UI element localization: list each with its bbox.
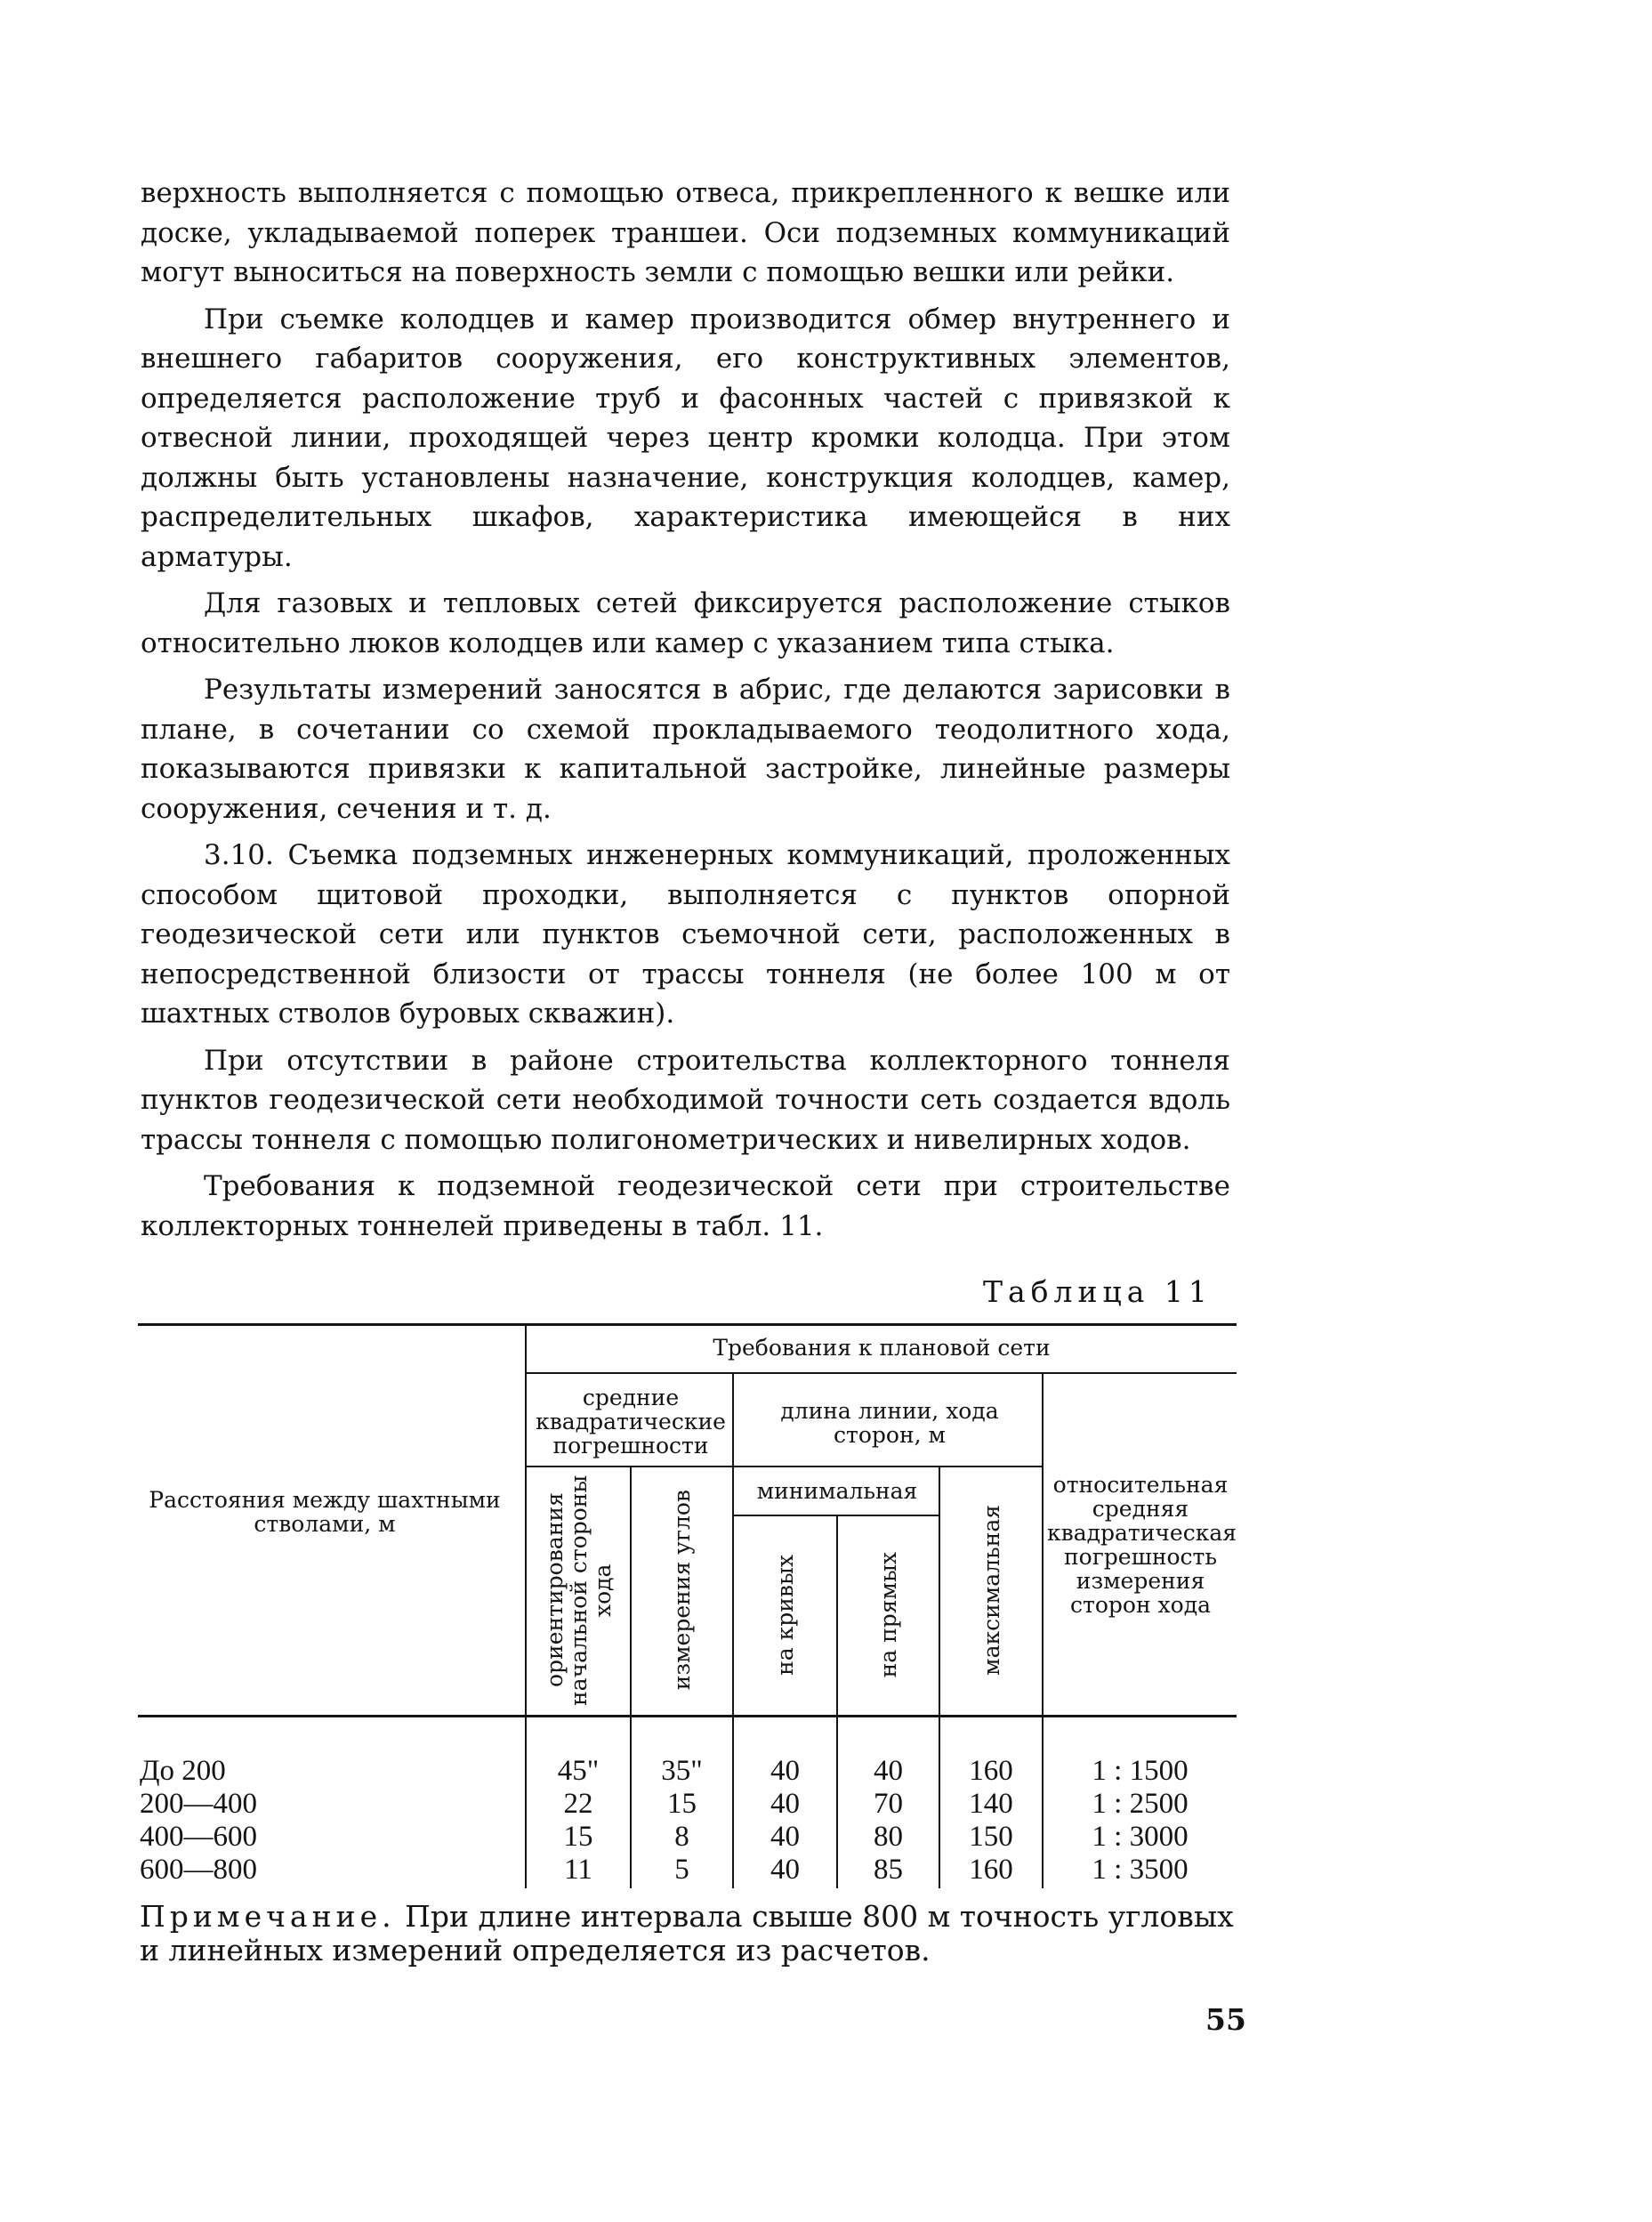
header-angles: измерения углов (669, 1490, 695, 1691)
table-cell-curves: 40 (770, 1854, 800, 1886)
table-cell-orient: 11 (564, 1854, 592, 1886)
table-cell-max: 140 (969, 1788, 1013, 1820)
paragraph-2: При съемке колодцев и камер производится обмер внутреннего и внешнего габаритов сооружения, его конструктивных элементов, определяется расположение труб и фасонных частей с привязкой к отвесной линии, проходящей через центр кромки колодца. При этом должны быть установлены назначение, конструкция колодцев, камер, распределительных шкафов, характеристика имеющейся в них арматуры. (141, 303, 1230, 573)
table-cell-max: 160 (969, 1755, 1013, 1787)
column-curves (734, 1755, 836, 1887)
header-relative: относительная средняя квадратическая погрешность измерения сторон хода (1047, 1472, 1237, 1618)
table-cell-relative: 1 : 1500 (1092, 1755, 1189, 1787)
table-cell-curves: 40 (770, 1755, 800, 1787)
table-cell-relative: 1 : 3500 (1092, 1854, 1189, 1886)
body-text (141, 174, 1230, 1253)
table-cell-angles: 35" (661, 1755, 703, 1787)
paragraph-5: 3.10. Съемка подземных инженерных коммуникаций, проложенных способом щитовой проходки, выполняется с пунктов опорной геодезической сети или пунктов съемочной сети, расположенных в непосредственной близости от трассы тоннеля (не более 100 м от шахтных стволов буровых скважин). (141, 839, 1230, 1030)
paragraph-1: верхность выполняется с помощью отвеса, прикрепленного к вешке или доске, укладываемой поперек траншеи. Оси подземных коммуникаций могут выноситься на поверхность земли с помощью вешки или рейки. (141, 177, 1230, 288)
requirements-table (138, 1323, 1237, 1893)
header-length-group: длина линии, хода сторон, м (780, 1398, 999, 1448)
table-cell-angles: 15 (667, 1788, 697, 1820)
header-max: максимальная (978, 1505, 1004, 1676)
header-orient: ориентирования начальной стороны хода (541, 1475, 616, 1706)
header-row-label: Расстояния между шахтными стволами, м (149, 1487, 501, 1537)
table-note (140, 1899, 1237, 1967)
header-mse-group: средние квадратические погрешности (536, 1385, 726, 1458)
table-cell-straight: 70 (874, 1788, 903, 1820)
column-max (940, 1755, 1042, 1887)
group-rule (527, 1372, 1237, 1374)
header-straight: на прямых (875, 1551, 901, 1678)
table-caption: Таблица 11 (983, 1274, 1213, 1309)
table-cell-distance: 200—400 (140, 1788, 257, 1820)
table-top-rule (138, 1323, 1237, 1326)
header-curves-cell (734, 1518, 836, 1711)
table-cell-curves: 40 (770, 1788, 800, 1820)
table-cell-distance: До 200 (140, 1755, 226, 1787)
header-min-group: минимальная (756, 1478, 918, 1504)
table-cell-max: 160 (969, 1854, 1013, 1886)
paragraph-6: При отсутствии в районе строительства коллекторного тоннеля пунктов геодезической сети необходимой точности сеть создается вдоль трассы тоннеля с помощью полигонометрических и нивелирных ходов. (141, 1044, 1230, 1156)
table-cell-relative: 1 : 2500 (1092, 1788, 1189, 1820)
table-cell-orient: 15 (563, 1821, 593, 1853)
note-label: Примечание. (140, 1899, 396, 1934)
table-cell-distance: 600—800 (140, 1854, 257, 1886)
paragraph-7: Требования к подземной геодезической сети при строительстве коллекторных тоннелей приведены в табл. 11. (141, 1170, 1230, 1242)
table-cell-distance: 400—600 (140, 1821, 257, 1853)
length-group-rule (734, 1466, 1044, 1467)
column-distance (140, 1755, 257, 1887)
column-straight (838, 1755, 939, 1887)
table-cell-straight: 85 (874, 1854, 903, 1886)
column-relative (1044, 1755, 1237, 1887)
table-cell-orient: 22 (563, 1788, 593, 1820)
header-max-cell (940, 1469, 1042, 1711)
header-straight-cell (838, 1518, 939, 1711)
header-angles-cell (632, 1469, 732, 1711)
note-text: При длине интервала свыше 800 м точность угловых и линейных измерений определяется из расчетов. (140, 1899, 1234, 1967)
table-cell-curves: 40 (770, 1821, 800, 1853)
header-orient-cell (527, 1469, 630, 1711)
header-bottom-rule (138, 1715, 1237, 1717)
column-angles (632, 1755, 732, 1887)
note-text-wrapper (140, 1900, 1237, 1967)
paragraph-4: Результаты измерений заносятся в абрис, где делаются зарисовки в плане, в сочетании со схемой прокладываемого теодолитного хода, показываются привязки к капитальной застройке, линейные размеры сооружения, сечения и т. д. (141, 674, 1230, 825)
column-orient (527, 1755, 630, 1887)
table-cell-straight: 40 (874, 1755, 903, 1787)
table-cell-straight: 80 (874, 1821, 903, 1853)
page-number: 55 (1205, 2002, 1246, 2037)
header-curves: на кривых (772, 1554, 798, 1676)
table-cell-angles: 5 (674, 1854, 689, 1886)
paragraph-3: Для газовых и тепловых сетей фиксируется расположение стыков относительно люков колодцев или камер с указанием типа стыка. (141, 587, 1230, 659)
table-cell-orient: 45" (557, 1755, 600, 1787)
table-cell-relative: 1 : 3000 (1092, 1821, 1189, 1853)
header-group: Требования к плановой сети (713, 1335, 1051, 1361)
table-cell-angles: 8 (674, 1821, 689, 1853)
table-cell-max: 150 (969, 1821, 1013, 1853)
